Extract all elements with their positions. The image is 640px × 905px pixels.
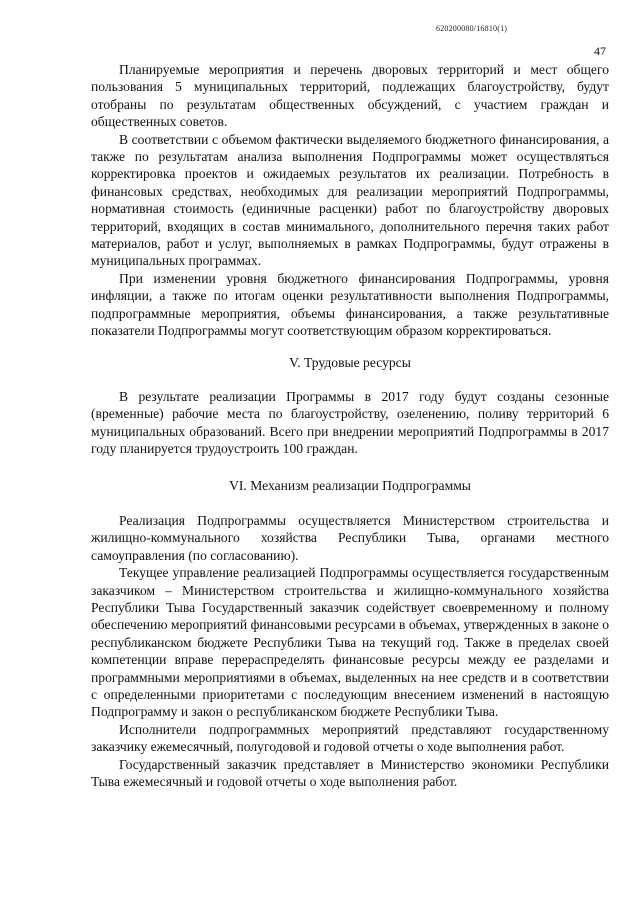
document-body [91, 61, 609, 790]
document-code: 620200080/16810(1) [436, 24, 508, 33]
paragraph: Исполнители подпрограммных мероприятий представляют государственному заказчику ежемесячный, полугодовой и годовой отчеты о ходе выполнения работ. [91, 721, 609, 755]
paragraph: Текущее управление реализацией Подпрограммы осуществляется государственным заказчиком – Министерством строительства и жилищно-коммунального хозяйства Республики Тыва Государственный заказчик содействует своевременному и полному обеспечению мероприятий финансовыми ресурсами в объемах, утвержденных в законе о республиканском бюджете Республики Тыва на текущий год. Также в пределах своей компетенции вправе перераспределять финансовые ресурсы между ее разделами и программными мероприятиями в объемах, выделенных на нее средств и в соответствии с определенными приоритетами с последующим внесением изменений в настоящую Подпрограмму и закон о республиканском бюджете Республики Тыва. [91, 565, 610, 720]
paragraph: В соответствии с объемом фактически выделяемого бюджетного финансирования, а также по результатам анализа выполнения Подпрограммы может осуществляться корректировка проектов и ожидаемых результатов их реализации. Потребность в финансовых средствах, необходимых для реализации мероприятий Подпрограммы, нормативная стоимость (единичные расценки) работ по благоустройству дворовых территорий, входящих в состав минимального, дополнительного перечня таких работ материалов, работ и услуг, выполняемых в рамках Подпрограммы, будут отражены в муниципальных программах. [91, 131, 609, 269]
paragraph: Планируемые мероприятия и перечень дворовых территорий и мест общего пользования 5 муниципальных территорий, подлежащих благоустройству, будут отобраны по результатам общественных обсуждений, с участием граждан и общественных советов. [91, 62, 609, 130]
paragraph: При изменении уровня бюджетного финансирования Подпрограммы, уровня инфляции, а также по итогам оценки результативности выполнения Подпрограммы, подпрограммные мероприятия, объемы финансирования, а также результативные показатели Подпрограммы могут соответствующим образом корректироваться. [91, 270, 609, 339]
paragraph: Государственный заказчик представляет в Министерство экономики Республики Тыва ежемесячный и годовой отчеты о ходе выполнения работ. [91, 756, 609, 790]
section-title: VI. Механизм реализации Подпрограммы [229, 477, 471, 493]
paragraph: Реализация Подпрограммы осуществляется Министерством строительства и жилищно-коммунального хозяйства Республики Тыва, органами местного самоуправления (по согласованию). [91, 512, 609, 563]
page-number: 47 [594, 44, 606, 58]
paragraph: В результате реализации Программы в 2017 году будут созданы сезонные (временные) рабочие места по благоустройству, озеленению, поливу территорий 6 муниципальных образований. Всего при внедрении мероприятий Подпрограммы в 2017 году планируется трудоустроить 100 граждан. [91, 388, 609, 457]
section-title: V. Трудовые ресурсы [289, 354, 411, 370]
